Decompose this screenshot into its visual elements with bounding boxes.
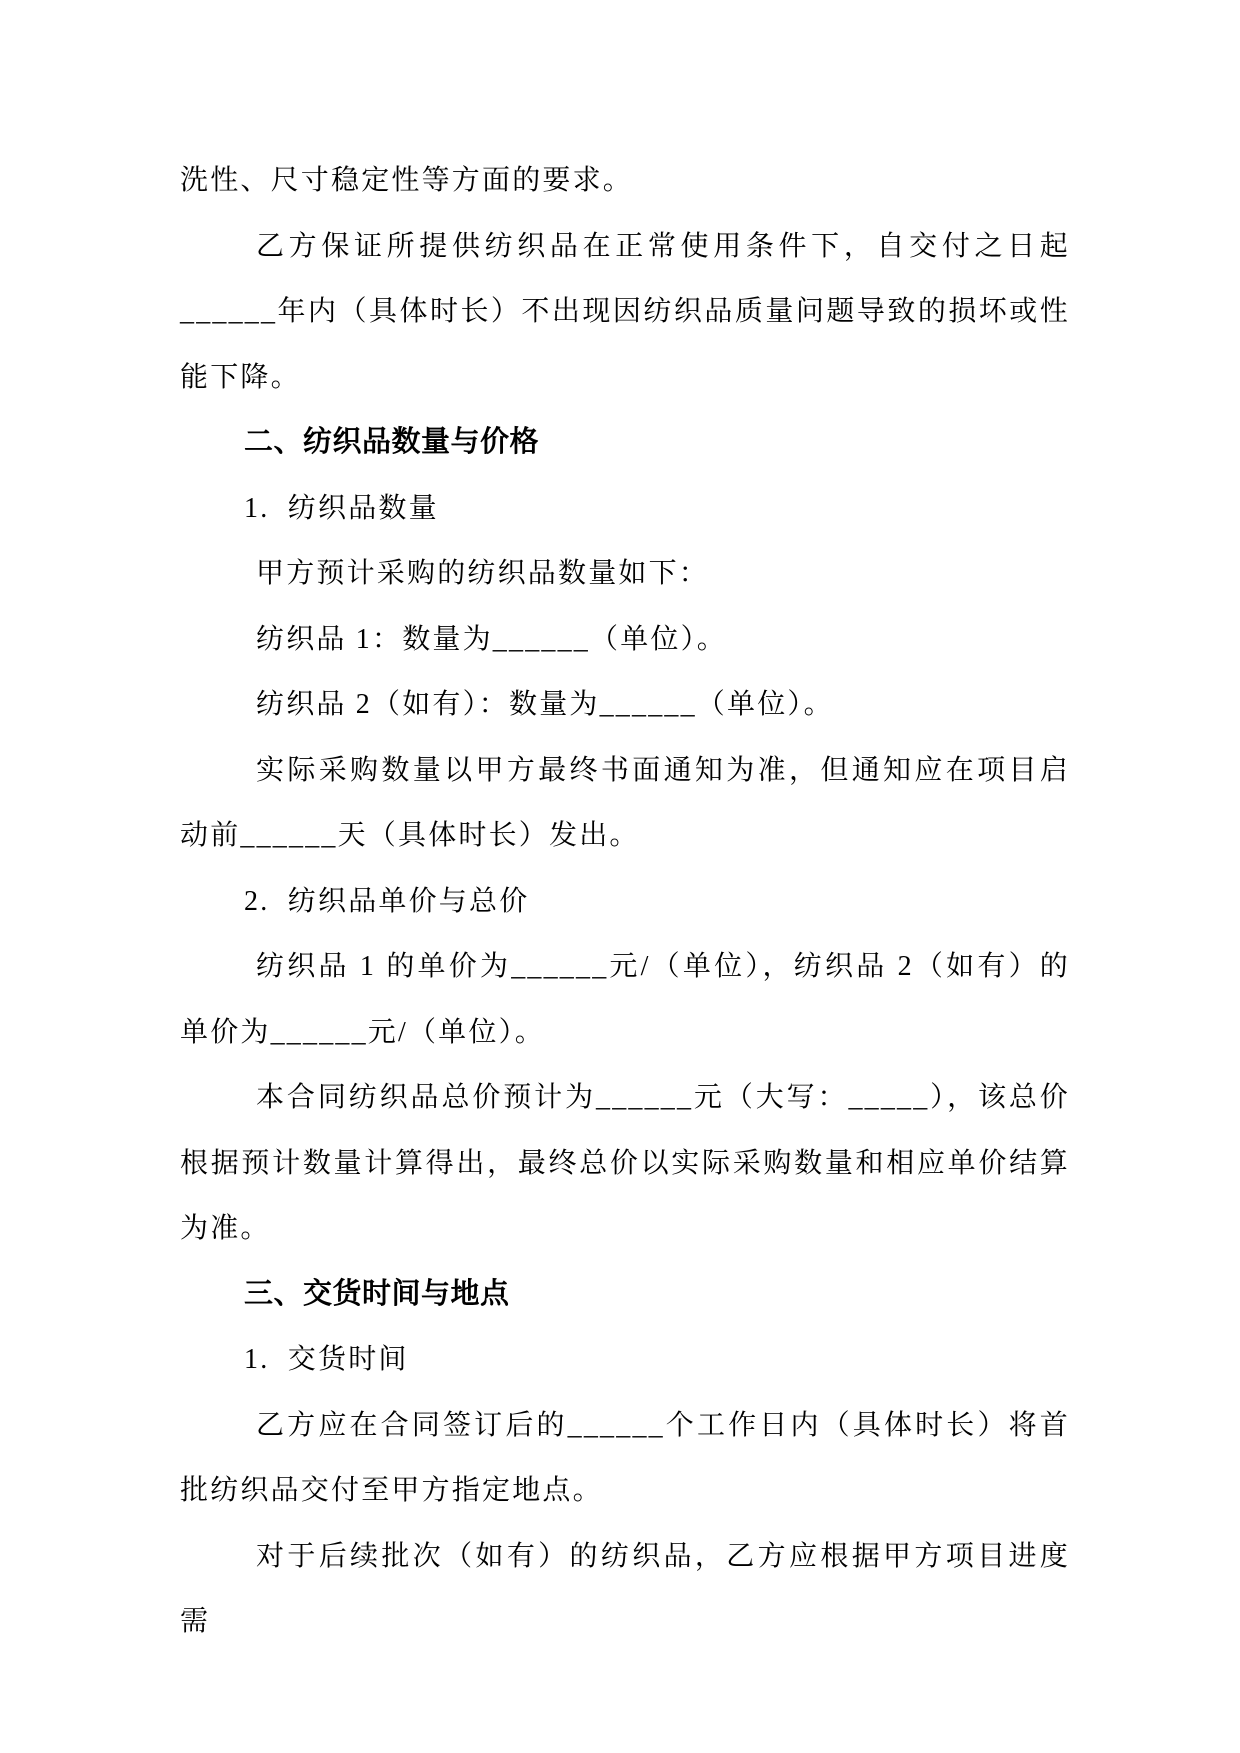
paragraph: 实际采购数量以甲方最终书面通知为准，但通知应在项目启动前______天（具体时长）发出。 xyxy=(180,754,1070,851)
paragraph: 纺织品 2（如有）：数量为______（单位）。 xyxy=(256,689,834,720)
paragraph: 甲方预计采购的纺织品数量如下： xyxy=(256,558,710,589)
numbered-item: 1. 纺织品数量 xyxy=(244,492,439,524)
document-body xyxy=(180,148,1070,1655)
paragraph: 乙方保证所提供纺织品在正常使用条件下，自交付之日起______年内（具体时长）不出现因纺织品质量问题导致的损坏或性能下降。 xyxy=(180,230,1070,393)
paragraph: 对于后续批次（如有）的纺织品，乙方应根据甲方项目进度需 xyxy=(180,1540,1070,1637)
numbered-item: 1. 交货时间 xyxy=(244,1344,409,1375)
paragraph: 纺织品 1 的单价为______元/（单位），纺织品 2（如有）的单价为______元/（单位）。 xyxy=(180,951,1070,1048)
paragraph: 乙方应在合同签订后的______个工作日内（具体时长）将首批纺织品交付至甲方指定地点。 xyxy=(180,1409,1070,1506)
paragraph: 本合同纺织品总价预计为______元（大写：_____），该总价根据预计数量计算得出，最终总价以实际采购数量和相应单价结算为准。 xyxy=(180,1082,1070,1244)
section-heading: 三、交货时间与地点 xyxy=(244,1277,510,1310)
numbered-item: 2. 纺织品单价与总价 xyxy=(244,885,530,917)
section-heading: 二、纺织品数量与价格 xyxy=(244,426,540,458)
paragraph: 纺织品 1：数量为______（单位）。 xyxy=(256,623,728,655)
paragraph: 洗性、尺寸稳定性等方面的要求。 xyxy=(180,165,634,196)
